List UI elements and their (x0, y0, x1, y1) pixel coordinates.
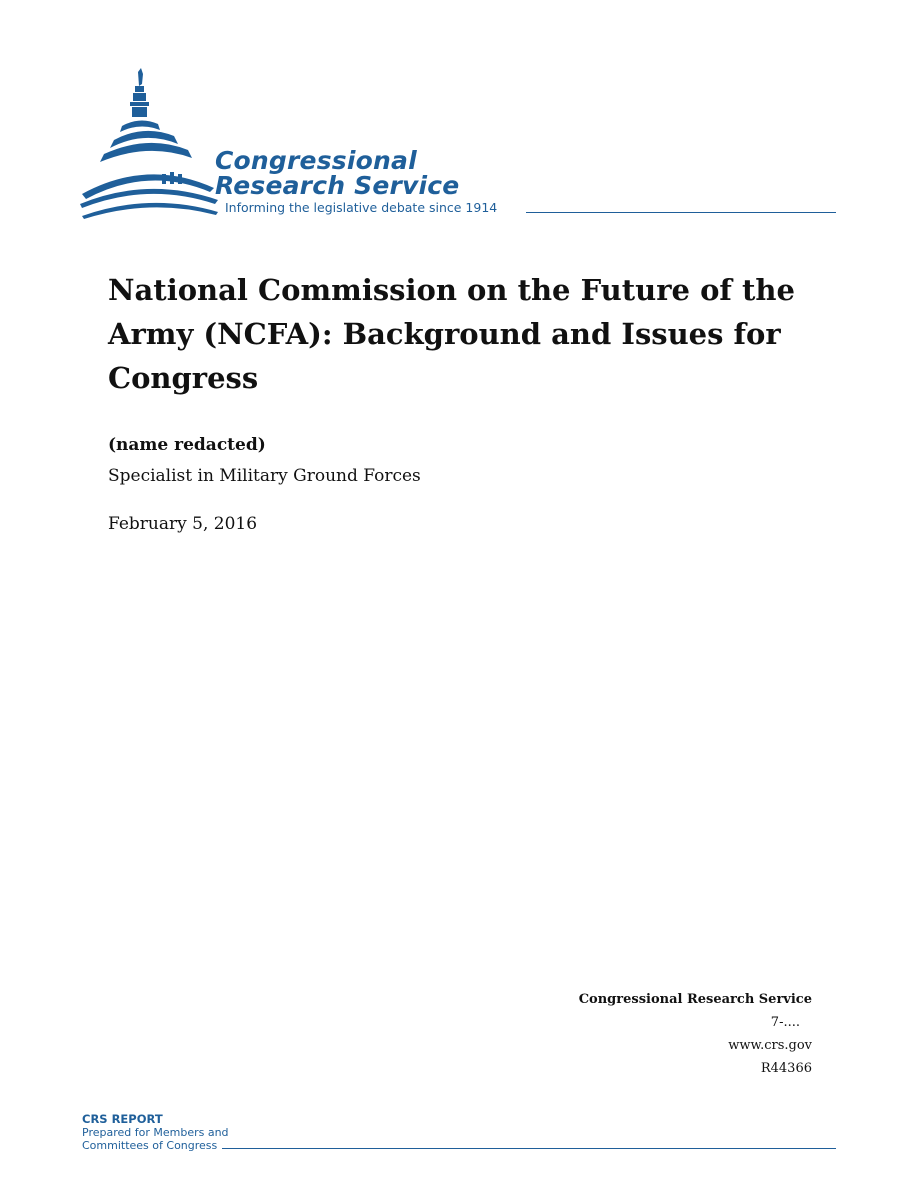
publisher-website[interactable]: www.crs.gov (728, 1038, 812, 1053)
tagline-rule (526, 212, 836, 213)
capitol-dome-icon (78, 66, 223, 226)
publisher-name: Congressional Research Service (578, 992, 812, 1007)
publisher-code: 7-.... (770, 1015, 800, 1030)
footer-line2: Committees of Congress (82, 1139, 218, 1152)
footer-line1: Prepared for Members and (82, 1126, 229, 1139)
author-title: Specialist in Military Ground Forces (108, 466, 421, 486)
publisher-block (579, 993, 812, 1085)
footer-rule (222, 1148, 836, 1149)
footer-label: CRS REPORT (82, 1112, 163, 1126)
report-title: National Commission on the Future of the Army (NCFA): Background and Issues for Congress (108, 273, 795, 395)
report-date: February 5, 2016 (108, 514, 258, 534)
crs-logo (78, 66, 838, 226)
report-number: R44366 (760, 1061, 812, 1076)
author-name: (name redacted) (108, 435, 266, 455)
org-name-line1: Congressional (215, 146, 417, 175)
report-footer (82, 1112, 229, 1152)
org-name-line2: Research Service (215, 171, 460, 200)
org-tagline: Informing the legislative debate since 1914 (225, 200, 498, 215)
